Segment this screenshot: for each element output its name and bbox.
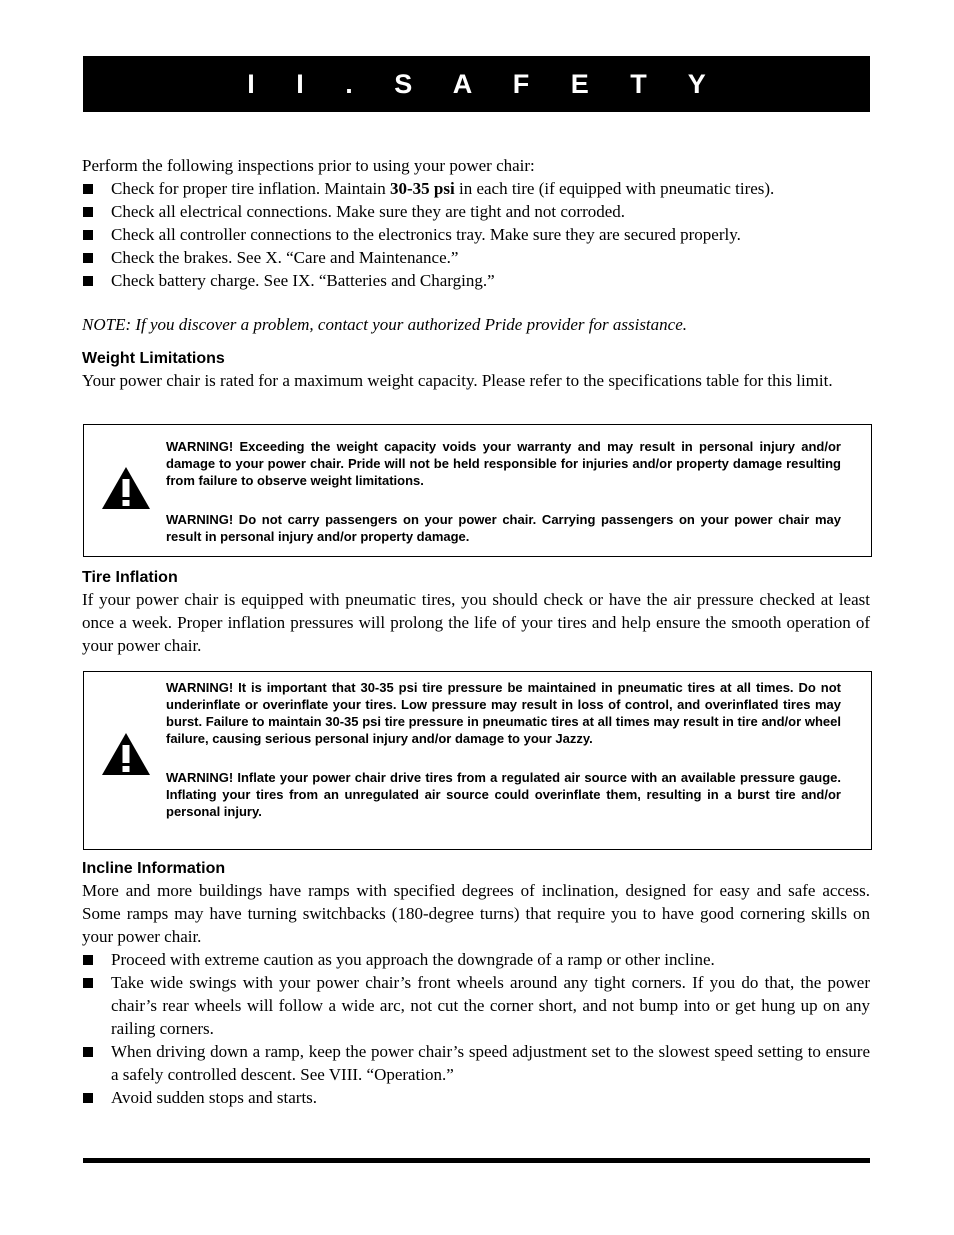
tire-warning-text xyxy=(166,672,841,820)
warning-triangle-icon xyxy=(101,732,151,776)
bullet-square-icon xyxy=(83,253,93,263)
inspection-note: NOTE: If you discover a problem, contact your authorized Pride provider for assistance. xyxy=(82,315,687,334)
incline-list xyxy=(82,948,870,1109)
section-title: I I . S A F E T Y xyxy=(247,68,723,99)
bullet-square-icon xyxy=(83,978,93,988)
weight-warning-box xyxy=(83,424,872,557)
page-content xyxy=(82,154,870,1109)
inspections-intro: Perform the following inspections prior to using your power chair: xyxy=(82,156,535,175)
bullet-square-icon xyxy=(83,230,93,240)
bullet-square-icon xyxy=(83,955,93,965)
list-item: Avoid sudden stops and starts. xyxy=(82,1086,870,1109)
psi-value: 30-35 psi xyxy=(390,179,455,198)
incline-body: More and more buildings have ramps with specified degrees of inclination, designed for easy and safe access. Some ramps may have turning switchbacks (180-degree turns) that require you to have good cornering skills on your power chair. xyxy=(82,881,870,946)
footer-rule xyxy=(83,1158,870,1163)
weight-warning-2: WARNING! Do not carry passengers on your power chair. Carrying passengers on your power chair may result in personal injury and/or property damage. xyxy=(166,512,841,544)
section-title-banner xyxy=(83,56,870,112)
list-item: Check the brakes. See X. “Care and Maintenance.” xyxy=(82,246,870,269)
list-item: Check all controller connections to the electronics tray. Make sure they are secured properly. xyxy=(82,223,870,246)
bullet-square-icon xyxy=(83,1093,93,1103)
weight-warning-1: WARNING! Exceeding the weight capacity voids your warranty and may result in personal injury and/or damage to your power chair. Pride will not be held responsible for injuries and/or property damage resulting from failure to observe weight limitations. xyxy=(166,439,841,488)
bullet-square-icon xyxy=(83,276,93,286)
warning-triangle-icon xyxy=(101,466,151,510)
weight-body: Your power chair is rated for a maximum weight capacity. Please refer to the specifications table for this limit. xyxy=(82,371,833,390)
tire-warning-box xyxy=(83,671,872,850)
list-item: Check battery charge. See IX. “Batteries and Charging.” xyxy=(82,269,870,292)
inspection-list xyxy=(82,177,870,292)
incline-heading: Incline Information xyxy=(82,860,226,877)
list-item: Proceed with extreme caution as you approach the downgrade of a ramp or other incline. xyxy=(82,948,870,971)
tire-body: If your power chair is equipped with pneumatic tires, you should check or have the air pressure checked at least once a week. Proper inflation pressures will prolong the life of your tires and help ensure the smooth operation of your power chair. xyxy=(82,590,870,655)
bullet-square-icon xyxy=(83,207,93,217)
list-item: Check all electrical connections. Make sure they are tight and not corroded. xyxy=(82,200,870,223)
tire-heading: Tire Inflation xyxy=(82,569,178,586)
weight-heading: Weight Limitations xyxy=(82,350,225,367)
bullet-square-icon xyxy=(83,184,93,194)
tire-warning-1: WARNING! It is important that 30-35 psi tire pressure be maintained in pneumatic tires at all times. Do not underinflate or overinflate your tires. Low pressure may result in loss of control, and overinflated tires may burst. Failure to maintain 30-35 psi tire pressure in pneumatic tires at all times may result in tire and/or wheel failure, causing serious personal injury and/or damage to your Jazzy. xyxy=(166,680,841,746)
bullet-square-icon xyxy=(83,1047,93,1057)
list-item: Check for proper tire inflation. Maintain 30-35 psi in each tire (if equipped with pneumatic tires). xyxy=(82,177,870,200)
list-item: When driving down a ramp, keep the power chair’s speed adjustment set to the slowest speed setting to ensure a safely controlled descent. See VIII. “Operation.” xyxy=(82,1040,870,1086)
weight-warning-text xyxy=(166,425,841,545)
tire-warning-2: WARNING! Inflate your power chair drive tires from a regulated air source with an available pressure gauge. Inflating your tires from an unregulated air source could overinflate them, resulting in a burst tire and/or personal injury. xyxy=(166,770,841,819)
list-item: Take wide swings with your power chair’s front wheels around any tight corners. If you do that, the power chair’s rear wheels will follow a wide arc, not cut the corner short, and not bump into or get hung up on any railing corners. xyxy=(82,971,870,1040)
